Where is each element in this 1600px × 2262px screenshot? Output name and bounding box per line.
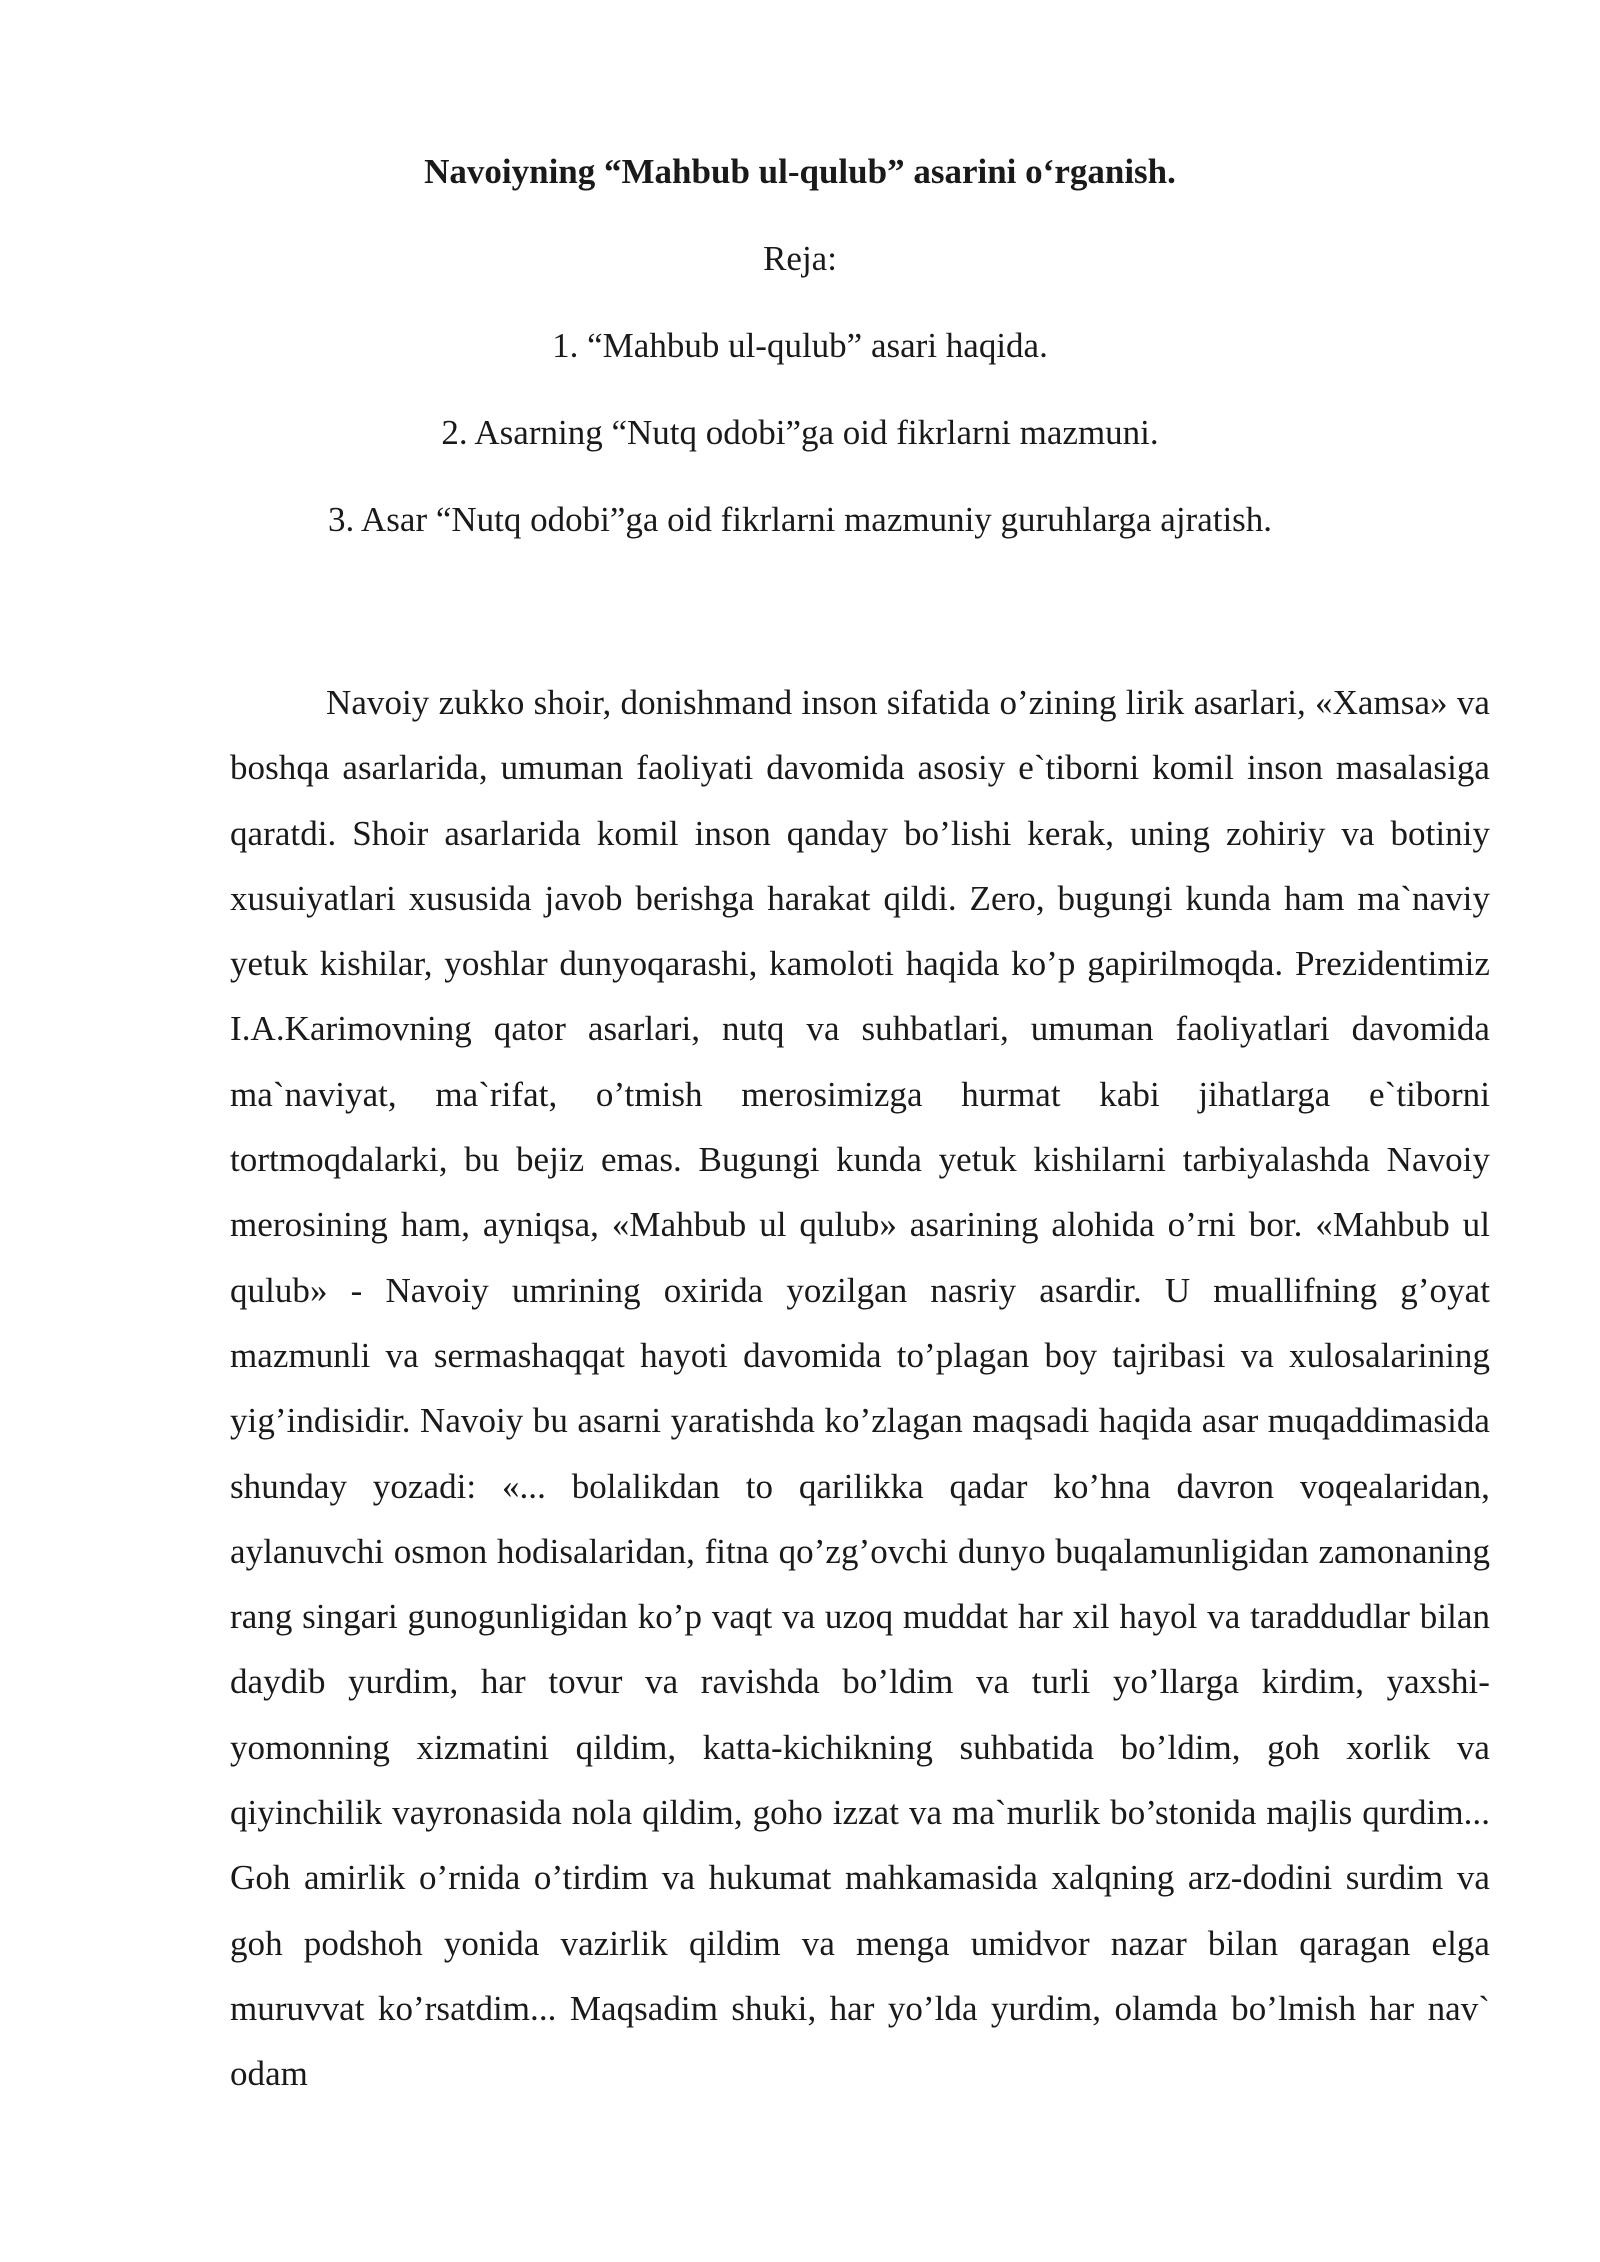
plan-heading: Reja:	[763, 239, 837, 278]
plan-item: 2. Asarning “Nutq odobi”ga oid fikrlarni mazmuni.	[441, 413, 1159, 452]
plan-item: 3. Asar “Nutq odobi”ga oid fikrlarni mazmuniy guruhlarga ajratish.	[327, 500, 1273, 539]
plan-item: 1. “Mahbub ul-qulub” asari haqida.	[552, 326, 1048, 365]
document-title: Navoiyning “Mahbub ul-qulub” asarini o‘rganish.	[424, 152, 1176, 191]
plan-list	[0, 322, 1600, 583]
body-paragraph: Navoiy zukko shoir, donishmand inson sifatida o’zining lirik asarlari, «Xamsa» va boshqa asarlarida, umuman faoliyati davomida asosiy e`tiborni komil inson masalasiga qaratdi. Shoir asarlarida komil inson qanday bo’lishi kerak, uning zohiriy va botiniy xusuiyatlari xususida javob berishga harakat qildi. Zero, bugungi kunda ham ma`naviy yetuk kishilar, yoshlar dunyoqarashi, kamoloti haqida ko’p gapirilmoqda. Prezidentimiz I.A.Karimovning qator asarlari, nutq va suhbatlari, umuman faoliyatlari davomida ma`naviyat, ma`rifat, o’tmish merosimizga hurmat kabi jihatlarga e`tiborni tortmoqdalarki, bu bejiz emas. Bugungi kunda yetuk kishilarni tarbiyalashda Navoiy merosining ham, ayniqsa, «Mahbub ul qulub» asarining alohida o’rni bor. «Mahbub ul qulub» - Navoiy umrining oxirida yozilgan nasriy asardir. U muallifning g’oyat mazmunli va sermashaqqat hayoti davomida to’plagan boy tajribasi va xulosalarining yig’indisidir. Navoiy bu asarni yaratishda ko’zlagan maqsadi haqida asar muqaddimasida shunday yozadi: «... bolalikdan to qarilikka qadar ko’hna davron voqealaridan, aylanuvchi osmon hodisalaridan, fitna qo’zg’ovchi dunyo buqalamunligidan zamonaning rang singari gunogunligidan ko’p vaqt va uzoq muddat har xil hayol va taraddudlar bilan daydib yurdim, har tovur va ravishda bo’ldim va turli yo’llarga kirdim, yaxshi-yomonning xizmatini qildim, katta-kichikning suhbatida bo’ldim, goh xorlik va qiyinchilik vayronasida nola qildim, goho izzat va ma`murlik bo’stonida majlis qurdim... Goh amirlik o’rnida o’tirdim va hukumat mahkamasida xalqning arz-dodini surdim va goh podshoh yonida vazirlik qildim va menga umidvor nazar bilan qaragan elga muruvvat ko’rsatdim... Maqsadim shuki, har yo’lda yurdim, olamda bo’lmish har nav` odam	[230, 683, 1490, 2094]
